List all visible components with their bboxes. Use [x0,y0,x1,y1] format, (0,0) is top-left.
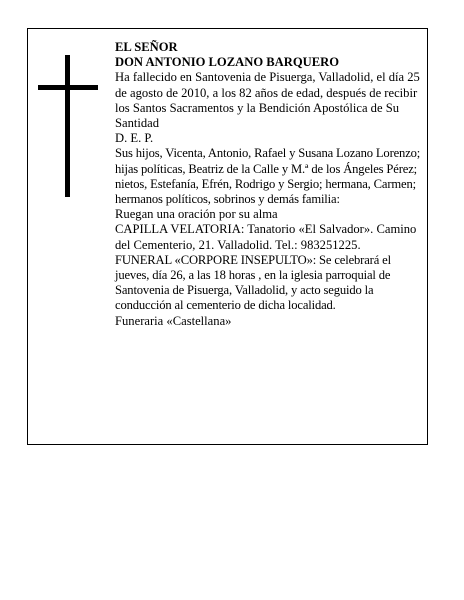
obituary-text [115,40,425,329]
cross-horizontal-bar [38,85,98,90]
cross-icon [38,55,98,197]
chapel-info: CAPILLA VELATORIA: Tanatorio «El Salvador». Camino del Cementerio, 21. Valladolid. Tel.: 983251225. [115,222,417,252]
funeral-home: Funeraria «Castellana» [115,313,232,328]
cross-vertical-bar [65,55,70,197]
funeral-info: FUNERAL «CORPORE INSEPULTO»: Se celebrará el jueves, día 26, a las 18 horas , en la iglesia parroquial de Santovenia de Pisuerga, Valladolid, y acto seguido la conducción al cementerio de dicha localidad. [115,252,391,313]
dep-line: D. E. P. [115,131,154,146]
family-list: Sus hijos, Vicenta, Antonio, Rafael y Susana Lozano Lorenzo; hijas políticas, Beatriz de la Calle y M.ª de los Ángeles Pérez; nietos, Estefanía, Efrén, Rodrigo y Sergio; hermana, Carmen; hermanos políticos, sobrinos y demás familia: [115,146,421,207]
notice-title: EL SEÑOR [115,40,178,54]
death-notice: Ha fallecido en Santovenia de Pisuerga, Valladolid, el día 25 de agosto de 2010, a los 82 años de edad, después de recibir los Santos Sacramentos y la Bendición Apostólica de Su Santidad [115,70,420,131]
prayer-request: Ruegan una oración por su alma [115,207,278,222]
deceased-name: DON ANTONIO LOZANO BARQUERO [115,55,340,70]
